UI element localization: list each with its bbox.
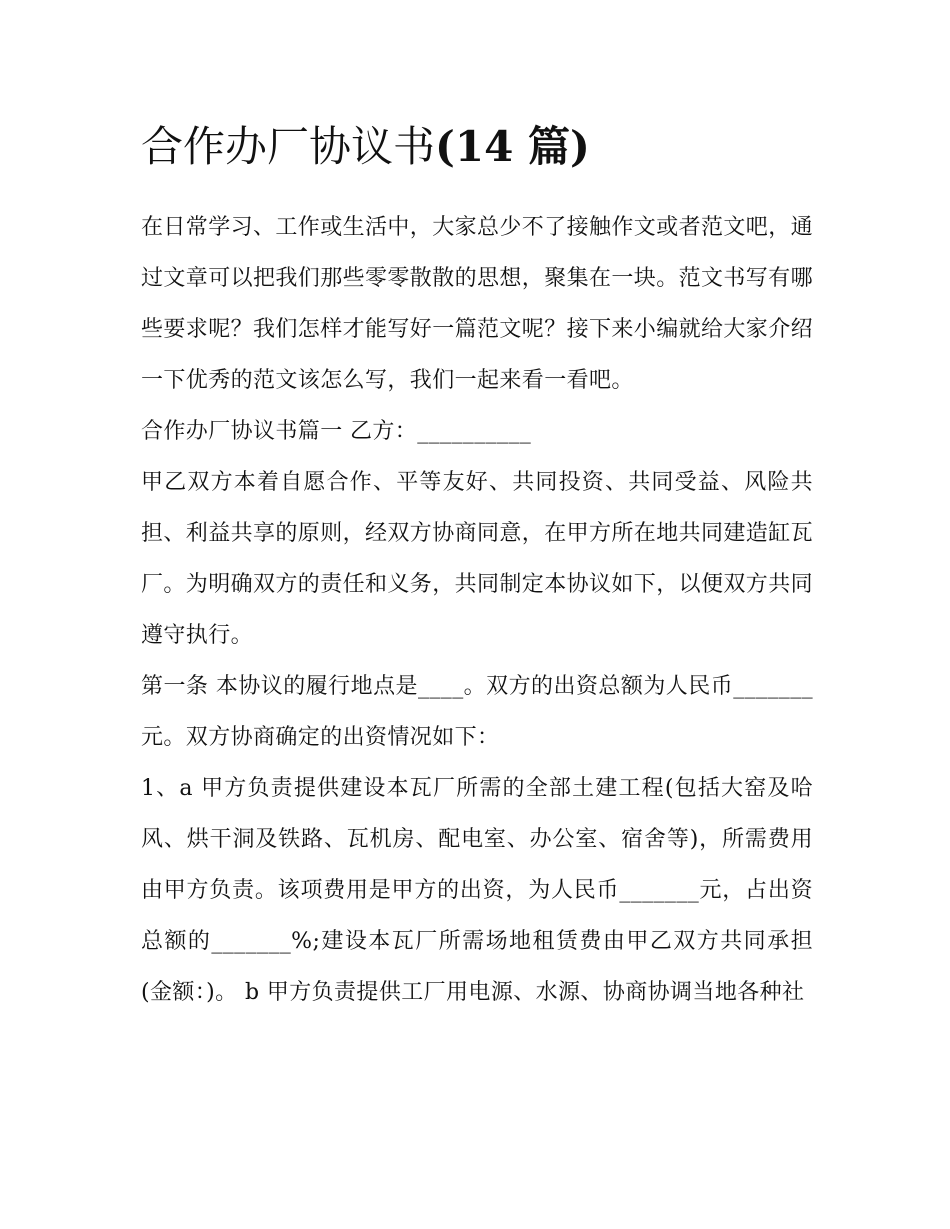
body-paragraph: 甲乙双方本着自愿合作、平等友好、共同投资、共同受益、风险共担、利益共享的原则，经双方协商同意，在甲方所在地共同建造缸瓦厂。为明确双方的责任和义务，共同制定本协议如下，以便双方共同遵守执行。 <box>141 470 814 648</box>
title-count: (14 篇) <box>435 122 590 171</box>
document-page <box>141 112 813 1018</box>
article-one-paragraph: 第一条 本协议的履行地点是____。双方的出资总额为人民币_______元。双方协商确定的出资情况如下： <box>141 674 813 750</box>
clause-paragraph: 1、a 甲方负责提供建设本瓦厂所需的全部土建工程(包括大窑及哈风、烘干洞及铁路、瓦机房、配电室、办公室、宿舍等)，所需费用由甲方负责。该项费用是甲方的出资，为人民币_______元，占出资总额的_______%;建设本瓦厂所需场地租赁费由甲乙双方共同承担(金额：)。 b 甲方负责提供工厂用电源、水源、协商协调当地各种社 <box>141 776 813 1005</box>
title-main: 合作办厂协议书 <box>141 122 436 171</box>
document-title <box>141 112 813 182</box>
intro-paragraph: 在日常学习、工作或生活中，大家总少不了接触作文或者范文吧，通过文章可以把我们那些零零散散的思想，聚集在一块。范文书写有哪些要求呢？我们怎样才能写好一篇范文呢？接下来小编就给大家介绍一下优秀的范文该怎么写，我们一起来看一看吧。 <box>141 215 814 393</box>
section-heading: 合作办厂协议书篇一 乙方：__________ <box>141 419 532 444</box>
